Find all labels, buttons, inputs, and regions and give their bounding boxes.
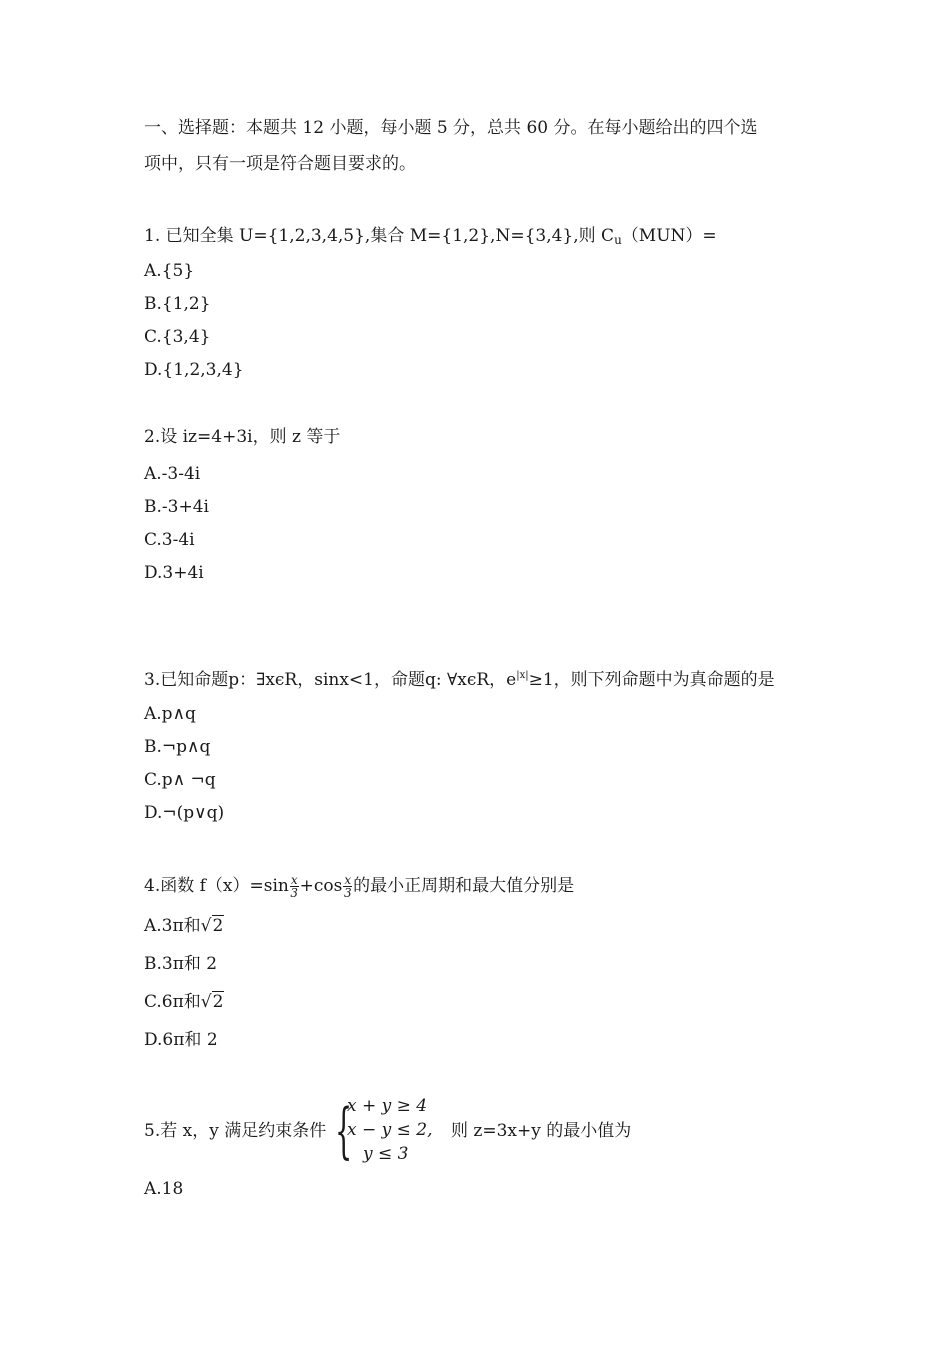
- question-3-stem-tail: ≥1，则下列命题中为真命题的是: [528, 670, 775, 690]
- question-5-stem-tail: 则 z=3x+y 的最小值为: [451, 1121, 632, 1141]
- complement-subscript: u: [614, 233, 622, 247]
- constraint-2: x − y ≤ 2,: [347, 1120, 433, 1140]
- question-4-option-b: B.3π和 2: [144, 954, 218, 974]
- question-2-option-c: C.3-4i: [144, 530, 195, 550]
- radicand: 2: [212, 916, 224, 936]
- question-3-option-b: B.¬p∧q: [144, 737, 211, 757]
- fraction-denominator: 3: [343, 886, 352, 900]
- exponent-superscript: |x|: [516, 670, 529, 681]
- question-5-stem-lead: 5.若 x，y 满足约束条件: [144, 1121, 327, 1141]
- fraction-x-over-3: [290, 874, 299, 899]
- question-4-option-d: D.6π和 2: [144, 1030, 218, 1050]
- question-3-stem: [144, 664, 775, 692]
- question-3-option-a: A.p∧q: [144, 704, 196, 724]
- question-4-option-c: [144, 990, 224, 1014]
- question-1-stem: [144, 224, 717, 252]
- constraint-1: x + y ≥ 4: [347, 1096, 428, 1116]
- radicand: 2: [212, 992, 224, 1012]
- question-1-stem-tail: （MUN）=: [621, 226, 717, 246]
- question-2-option-b: B.-3+4i: [144, 497, 209, 517]
- question-5-option-a: A.18: [144, 1179, 184, 1199]
- option-text: A.3π和: [144, 916, 201, 936]
- fraction-numerator: x: [344, 873, 352, 887]
- question-2-option-d: D.3+4i: [144, 563, 204, 583]
- question-2-stem: 2.设 iz=4+3i，则 z 等于: [144, 427, 341, 447]
- question-4-stem-tail: 的最小正周期和最大值分别是: [353, 876, 575, 896]
- question-3-option-c: C.p∧ ¬q: [144, 770, 216, 790]
- question-3-option-d: D.¬(p∨q): [144, 803, 225, 823]
- square-root: √2: [200, 992, 224, 1012]
- fraction-x-over-3: [343, 874, 352, 899]
- section-heading-line-1: 一、选择题：本题共 12 小题，每小题 5 分，总共 60 分。在每小题给出的四个选: [144, 118, 758, 138]
- question-3-stem-text: 3.已知命题p：∃xϵR，sinx<1，命题q: ∀xϵR，e: [144, 670, 517, 690]
- fraction-denominator: 3: [290, 886, 299, 900]
- fraction-numerator: x: [290, 873, 298, 887]
- left-brace: {: [335, 1096, 353, 1166]
- question-4-cos-text: +cos: [299, 876, 343, 896]
- question-2-option-a: A.-3-4i: [144, 464, 201, 484]
- section-heading-line-2: 项中，只有一项是符合题目要求的。: [144, 154, 416, 174]
- question-1-option-a: A.{5}: [144, 261, 195, 281]
- question-1-option-d: D.{1,2,3,4}: [144, 360, 244, 380]
- question-1-option-b: B.{1,2}: [144, 294, 211, 314]
- question-4-option-a: [144, 914, 224, 938]
- question-4-stem-text: 4.函数 f（x）=sin: [144, 876, 289, 896]
- constraint-3: y ≤ 3: [363, 1144, 409, 1164]
- constraint-system: [335, 1095, 445, 1167]
- question-1-stem-text: 1. 已知全集 U={1,2,3,4,5},集合 M={1,2},N={3,4},则 C: [144, 226, 615, 246]
- square-root: √2: [200, 916, 224, 936]
- question-1-option-c: C.{3,4}: [144, 327, 211, 347]
- question-4-stem: [144, 870, 574, 902]
- option-text: C.6π和: [144, 992, 201, 1012]
